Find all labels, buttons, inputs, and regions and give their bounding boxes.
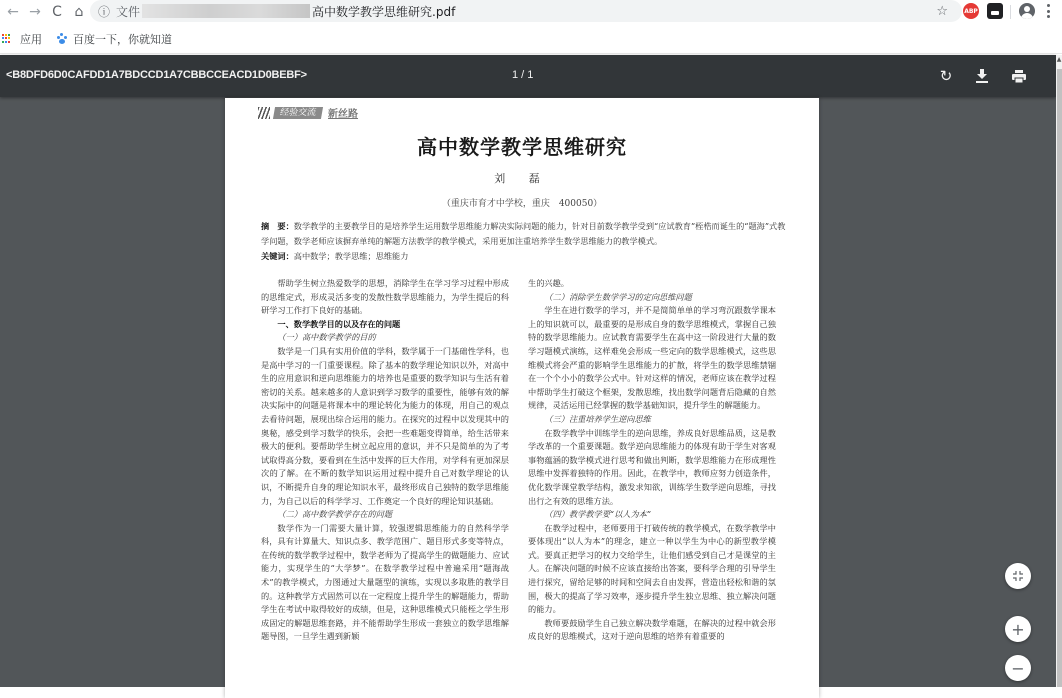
toolbar-divider xyxy=(1010,5,1011,19)
paragraph: 生的兴趣。 xyxy=(528,278,569,288)
column-brand: 新丝路 xyxy=(328,109,359,120)
subsection-heading: （二）高中数学教学存在的问题 xyxy=(277,509,393,520)
baidu-paw-icon xyxy=(56,33,68,45)
subsection-heading: （二）消除学生数学学习的定向思维问题 xyxy=(544,291,692,302)
browser-toolbar xyxy=(0,0,1062,24)
home-icon: ⌂ xyxy=(74,4,84,20)
keywords-text: 高中数学；教学思维；思维能力 xyxy=(293,251,409,261)
fit-to-page-button[interactable] xyxy=(1005,563,1031,589)
vertical-scrollbar[interactable] xyxy=(1056,55,1062,687)
bookmark-star-icon[interactable]: ☆ xyxy=(936,3,948,19)
print-button[interactable] xyxy=(1009,66,1029,86)
paragraph: 在数学教学中训练学生的逆向思维，养成良好思维品质，这是教学改革的一个重要课题。数学逆向思维能力的体现有助于学生对客观事物蕴涵的数学模式进行思考和做出判断，数学思维能力在形成理性思维中发挥着独特的作用。因此，在教学中，教师应努力创造条件，优化数学课堂教学结构，激发求知欲，训练学生数学逆向思维，寻找出行之有效的思维方法。 xyxy=(528,427,776,506)
pdf-toolbar xyxy=(0,55,1056,97)
paragraph: 学生在进行数学的学习，并不是简简单单的学习弯沉跟数学课本上的知识就可以，最重要的是形成自身的数学思维模式，掌握自己独特的数学思维能力。应试教育需要学生在高中这一阶段进行大量的数学习题模式演练，这样难免会形成一些定向的数学思维模式，这些思维模式将会严重的影响学生思维能力的扩散，将学生的数学思维禁锢在一个个小小的数学公式中。针对这样的情况，老师应该在教学过程中帮助学生打破这个框架，发散思维，找出数学问题背后隐藏的自然规律，灵活运用已经掌握的数学基础知识，提升学生的解题能力。 xyxy=(528,305,776,411)
apps-grid-icon xyxy=(2,34,12,44)
pdf-title: <B8DFD6D0CAFDD1A7BDCCD1A7CBBCCEACD1D0BEBF> xyxy=(6,69,307,81)
subsection-heading: （一）高中数学教学的目的 xyxy=(277,332,376,343)
url-text: 高中数学教学思维研究.pdf xyxy=(312,4,456,19)
arrow-right-icon: → xyxy=(29,4,41,20)
pdf-page xyxy=(225,98,819,698)
download-icon xyxy=(976,69,988,83)
article-author: 刘 磊 xyxy=(494,172,550,185)
info-icon: ⓘ xyxy=(98,4,111,19)
address-bar[interactable] xyxy=(90,0,962,22)
keywords xyxy=(261,249,789,264)
profile-avatar-icon[interactable] xyxy=(1019,3,1035,19)
pdf-viewer[interactable] xyxy=(0,55,1056,687)
reload-icon: C xyxy=(52,4,62,20)
column-tag xyxy=(258,105,358,120)
adblock-label: ABP xyxy=(964,7,978,15)
article-affiliation: （重庆市育才中学校，重庆 400050） xyxy=(441,199,603,209)
keywords-label: 关键词： xyxy=(261,251,294,261)
print-icon xyxy=(1012,70,1026,83)
paragraph: 帮助学生树立热爱数学的思想，消除学生在学习学习过程中形成的思维定式，形成灵活多变的发散性数学思维能力，为学生提后的科研学习工作打下良好的基础。 xyxy=(261,278,509,316)
download-button[interactable] xyxy=(972,66,992,86)
fit-to-page-icon xyxy=(1013,571,1023,581)
abstract-label: 摘 要： xyxy=(261,221,294,231)
url-redacted xyxy=(142,4,310,18)
scroll-thumb[interactable] xyxy=(1057,69,1062,687)
paragraph: 数学作为一门需要大量计算，较强逻辑思维能力的自然科学学科，具有计算量大、知识点多、教学范围广、题目形式多变等特点，在传统的数学教学过程中，数学老师为了提高学生的做题能力、应试能力，实现学生的“大学梦”。在数学教学过程中普遍采用“题海战术”的教学模式，力图通过大量题型的演练，实现以多取胜的教学目的。这种教学方式固然可以在一定程度上提升学生的解题能力，帮助学生在考试中取得较好的成绩，但是，这种思维模式只能桎之学生形成固定的解题思维套路，并不能帮助学生形成一套独立的数学思维解题导图，一旦学生遇到新颖 xyxy=(261,522,509,642)
section-heading: 一、数学教学目的以及存在的问题 xyxy=(277,318,401,329)
tag-stripes-icon xyxy=(258,107,270,119)
plus-icon: + xyxy=(1011,619,1025,639)
abstract xyxy=(261,219,789,249)
zoom-in-button[interactable] xyxy=(1005,616,1031,642)
back-button[interactable] xyxy=(4,2,22,22)
home-button[interactable] xyxy=(70,2,88,22)
article-title: 高中数学教学思维研究 xyxy=(417,135,627,159)
paragraph: 教师要鼓励学生自己独立解决数学难题，在解决的过程中就会形成良好的思维模式，这对于逆向思维的培养有着重要的 xyxy=(528,617,776,642)
rotate-icon: ↻ xyxy=(939,67,953,85)
url-prefix: 文件 xyxy=(116,4,141,19)
subsection-heading: （三）注重培养学生逆向思维 xyxy=(544,413,651,424)
bookmark-apps[interactable] xyxy=(2,31,42,47)
paragraph: 数学是一门具有实用价值的学科，数学属于一门基础性学科，也是高中学习的一门重要课程。除了基本的数学理论知识以外，对高中生的应用意识和逆向思维能力的培养也是重要的数学知识与生活有着密切的关系。越来越多的人意识到学习数学的重要性，能够有效的解决实际中的问题是将课本中的理论转化为能力的体现，用自己的观点去看待问题，展现出综合运用的能力。在探究的过程中以发现其中的奥秘，感受到学习数学的快乐，会把一些难题变得简单，给生活带来极大的便利。要帮助学生树立起应用的意识，并不只是简单的为了考试取得高分数，要看到在生活中发挥的巨大作用，对学科有更加深层次的了解。在不断的数学知识运用过程中提升自己对数学理论的认识，不断提升自身的理论知识水平，最终形成自己独特的数学思维能力，为自己以后的科学学习、工作奠定一个良好的理论知识基础。 xyxy=(261,345,509,506)
extension-icon[interactable] xyxy=(987,3,1003,19)
rotate-button[interactable] xyxy=(936,66,956,86)
page-indicator: 1 / 1 xyxy=(512,69,534,81)
browser-menu-icon[interactable] xyxy=(1047,4,1051,18)
right-column xyxy=(528,277,776,644)
bookmark-label: 百度一下，你就知道 xyxy=(73,32,172,46)
bookmarks-bar xyxy=(0,24,1062,54)
abstract-text: 数学教学的主要教学目的是培养学生运用数学思维能力解决实际问题的能力，针对目前数学教学受到“应试教育”桎梏而诞生的“题海”式教学问题，数学老师应该摒弃单纯的解题方法教学的教学模式，采用更加注重培养学生数学思维能力的教学模式。 xyxy=(261,221,786,246)
arrow-left-icon: ← xyxy=(7,4,19,20)
subsection-heading: （四）教学教学要“以人为本” xyxy=(544,509,652,520)
zoom-out-button[interactable] xyxy=(1005,655,1031,681)
forward-button[interactable] xyxy=(26,2,44,22)
bookmark-baidu[interactable] xyxy=(56,31,172,47)
left-column xyxy=(261,277,509,644)
column-tag-label: 经验交流 xyxy=(273,107,323,119)
bookmark-label: 应用 xyxy=(20,32,42,46)
paragraph: 在教学过程中，老师要用于打破传统的教学模式，在数学教学中要体现出“以人为本”的理念，建立一种以学生为中心的新型教学模式。要真正把学习的权力交给学生，让他们感受到自己才是课堂的主人。在解决问题的时候不应该直接给出答案，要科学合理的引导学生进行探究，留给足够的时间和空间去自由发挥，营造出轻松和谐的氛围，极大的提高了学习效率，逐步提升学生独立思维、独立解决问题的能力。 xyxy=(528,522,776,615)
scroll-up-arrow-icon[interactable]: ▲ xyxy=(1056,56,1062,63)
reload-button[interactable] xyxy=(48,2,66,22)
minus-icon: − xyxy=(1011,658,1025,678)
adblock-extension-icon[interactable] xyxy=(963,3,979,19)
